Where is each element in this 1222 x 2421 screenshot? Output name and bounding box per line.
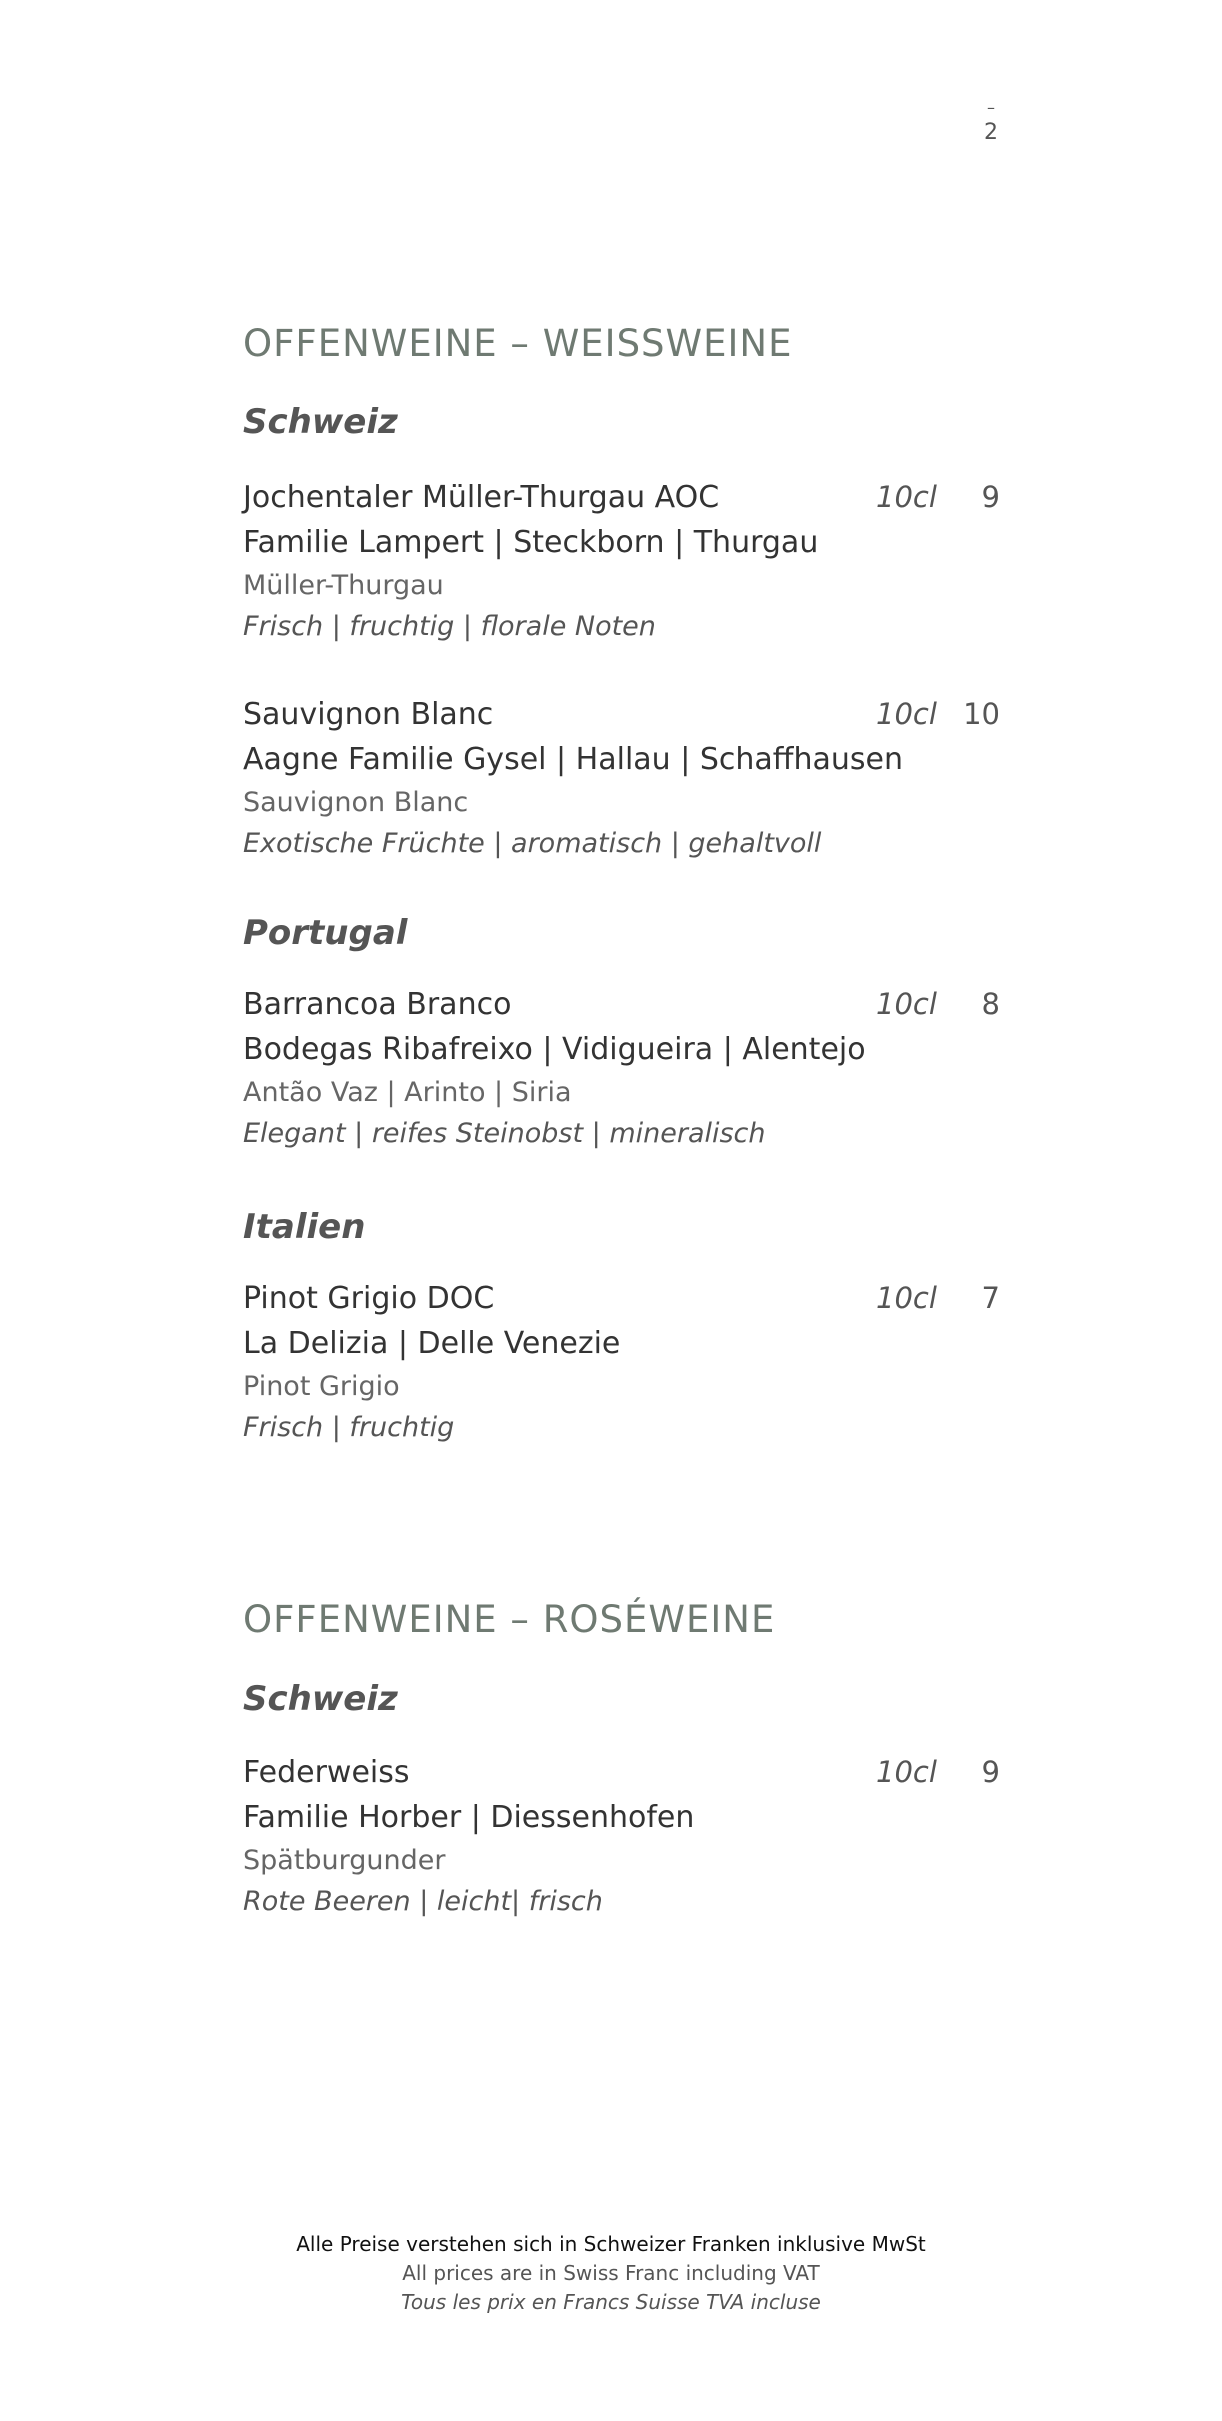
page-number-value: 2	[984, 120, 998, 145]
footer-note-french: Tous les prix en Francs Suisse TVA incluse	[401, 2290, 821, 2314]
footer-note-english: All prices are in Swiss Franc including VAT	[402, 2261, 820, 2285]
wine-producer: Familie Lampert | Steckborn | Thurgau	[243, 525, 819, 560]
wine-grape: Sauvignon Blanc	[243, 787, 469, 818]
wine-tasting-notes: Rote Beeren | leicht| frisch	[243, 1886, 603, 1917]
wine-name: Sauvignon Blanc	[243, 697, 494, 732]
region-title-schweiz: Schweiz	[243, 1679, 398, 1719]
wine-name: Federweiss	[243, 1755, 410, 1790]
wine-name: Jochentaler Müller-Thurgau AOC	[243, 480, 720, 515]
wine-volume: 10cl	[876, 480, 937, 514]
wine-tasting-notes: Exotische Früchte | aromatisch | gehaltvoll	[243, 828, 822, 859]
wine-price: 7	[981, 1281, 1000, 1315]
wine-price: 10	[963, 697, 1000, 731]
region-title-schweiz: Schweiz	[243, 402, 398, 442]
wine-entry	[243, 692, 1000, 864]
wine-grape: Pinot Grigio	[243, 1371, 400, 1402]
wine-volume: 10cl	[876, 1755, 937, 1789]
page-number	[984, 100, 998, 150]
section-title-white-wines: OFFENWEINE – WEISSWEINE	[243, 322, 793, 365]
wine-grape: Antão Vaz | Arinto | Siria	[243, 1077, 572, 1108]
wine-tasting-notes: Frisch | fruchtig	[243, 1412, 455, 1443]
wine-entry	[243, 1750, 1000, 1922]
wine-volume: 10cl	[876, 1281, 937, 1315]
wine-name: Barrancoa Branco	[243, 987, 512, 1022]
wine-producer: La Delizia | Delle Venezie	[243, 1326, 621, 1361]
region-title-italien: Italien	[243, 1207, 366, 1247]
wine-price: 9	[981, 1755, 1000, 1789]
wine-price: 9	[981, 480, 1000, 514]
section-title-rose-wines: OFFENWEINE – ROSÉWEINE	[243, 1598, 776, 1641]
wine-grape: Müller-Thurgau	[243, 570, 444, 601]
wine-volume: 10cl	[876, 987, 937, 1021]
wine-price: 8	[981, 987, 1000, 1021]
wine-entry	[243, 1276, 1000, 1448]
wine-producer: Aagne Familie Gysel | Hallau | Schaffhausen	[243, 742, 903, 777]
region-title-portugal: Portugal	[243, 913, 408, 953]
page-number-dash: –	[987, 98, 995, 117]
wine-name: Pinot Grigio DOC	[243, 1281, 495, 1316]
wine-grape: Spätburgunder	[243, 1845, 446, 1876]
wine-tasting-notes: Elegant | reifes Steinobst | mineralisch	[243, 1118, 766, 1149]
wine-entry	[243, 982, 1000, 1154]
wine-entry	[243, 475, 1000, 647]
footer-note-german: Alle Preise verstehen sich in Schweizer Franken inklusive MwSt	[296, 2232, 926, 2256]
wine-volume: 10cl	[876, 697, 937, 731]
price-footer	[0, 2230, 1222, 2317]
wine-producer: Familie Horber | Diessenhofen	[243, 1800, 695, 1835]
wine-producer: Bodegas Ribafreixo | Vidigueira | Alentejo	[243, 1032, 866, 1067]
wine-tasting-notes: Frisch | fruchtig | florale Noten	[243, 611, 656, 642]
